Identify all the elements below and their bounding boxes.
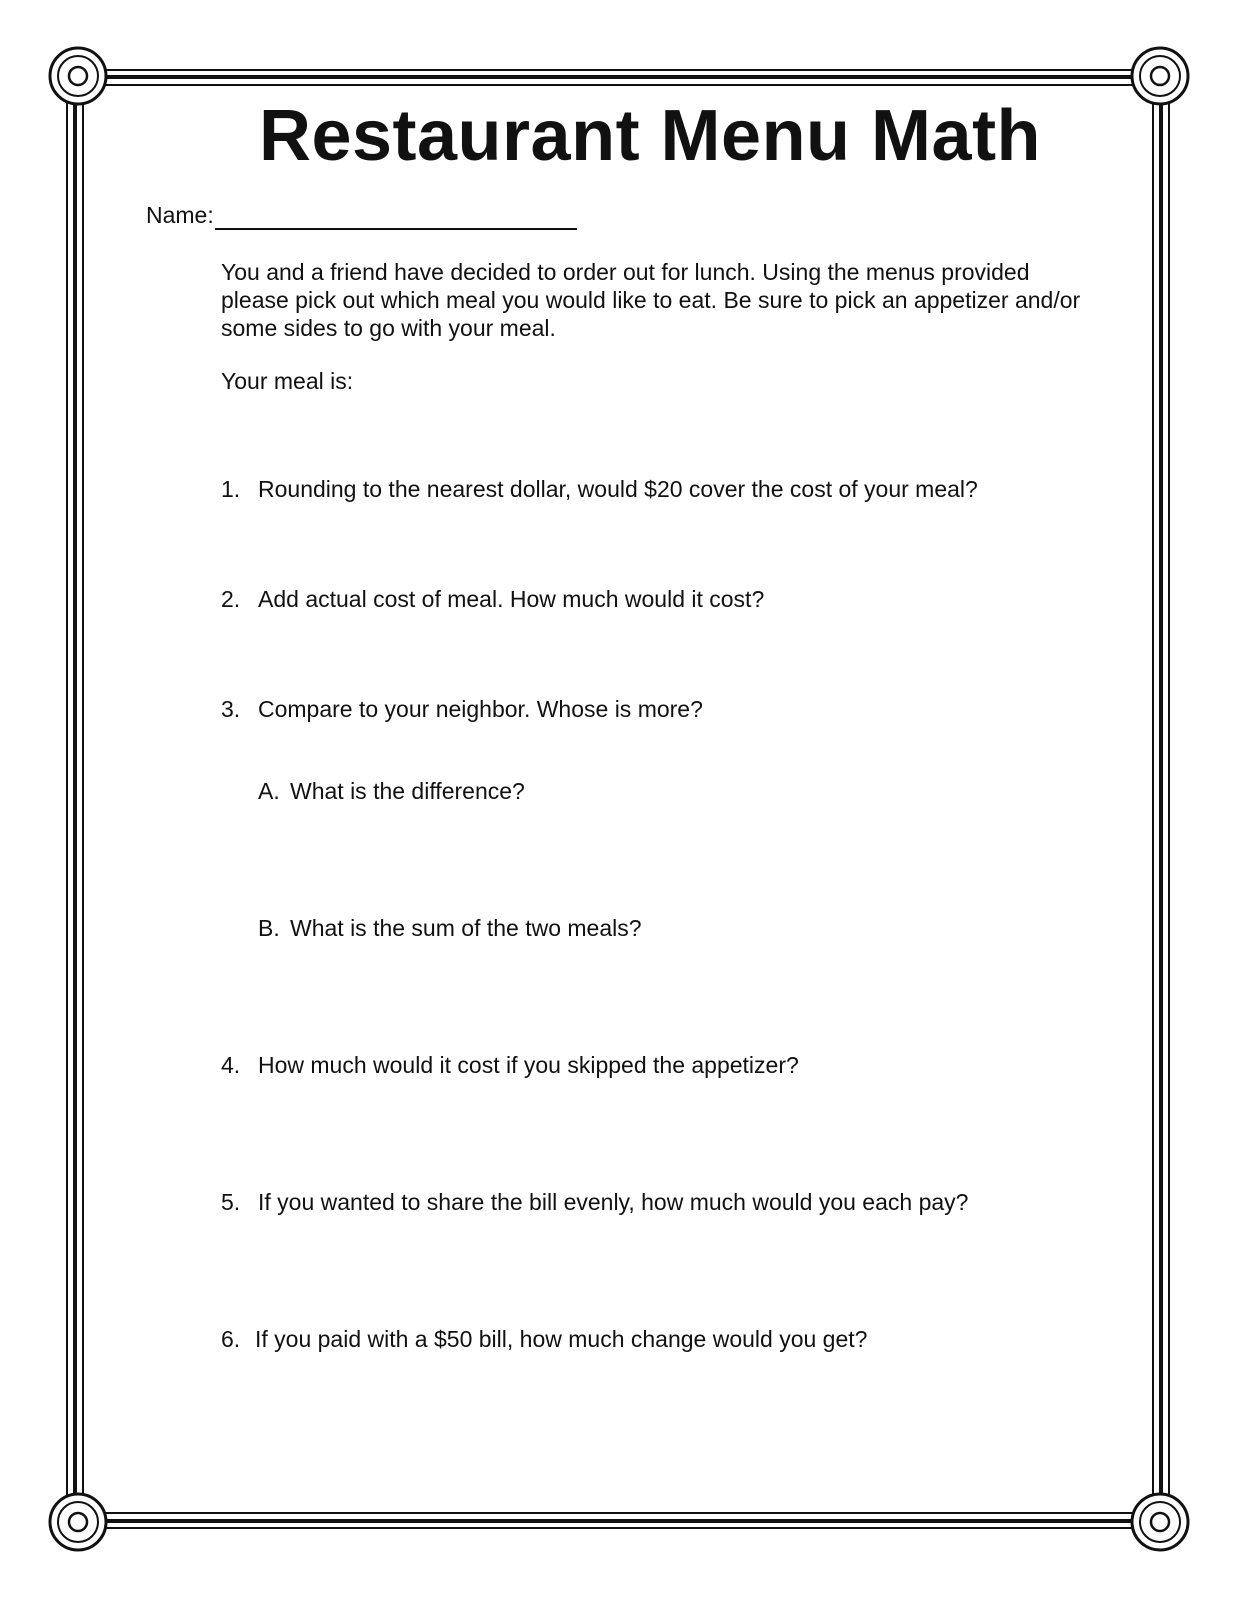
name-field xyxy=(146,202,577,230)
corner-ornament-icon xyxy=(50,1494,106,1550)
question-text: How much would it cost if you skipped the appetizer? xyxy=(258,1052,799,1078)
question-number: 6. xyxy=(221,1326,241,1352)
question-6 xyxy=(221,1326,867,1354)
question-text: Rounding to the nearest dollar, would $20 cover the cost of your meal? xyxy=(258,476,978,502)
question-text: If you wanted to share the bill evenly, how much would you each pay? xyxy=(258,1189,969,1215)
instructions-paragraph: You and a friend have decided to order out for lunch. Using the menus provided please pick out which meal you would like to eat. Be sure to pick an appetizer and/or some sides to go with your meal. xyxy=(221,259,1081,341)
question-number: 2. xyxy=(221,586,241,612)
subquestion-letter: A. xyxy=(258,778,280,804)
question-5 xyxy=(221,1189,968,1217)
corner-ornament-icon xyxy=(1132,48,1188,104)
corner-ornament-icon xyxy=(1132,1494,1188,1550)
question-text: If you paid with a $50 bill, how much change would you get? xyxy=(255,1326,868,1352)
question-text: Add actual cost of meal. How much would it cost? xyxy=(258,586,765,612)
subquestion-b xyxy=(258,915,642,943)
corner-ornament-icon xyxy=(50,48,106,104)
question-number: 3. xyxy=(221,696,241,722)
question-number: 1. xyxy=(221,476,241,502)
your-meal-label: Your meal is: xyxy=(221,368,354,394)
question-number: 4. xyxy=(221,1052,241,1078)
subquestion-letter: B. xyxy=(258,915,280,941)
subquestion-text: What is the sum of the two meals? xyxy=(290,915,642,941)
name-label: Name: xyxy=(146,202,214,228)
subquestion-text: What is the difference? xyxy=(290,778,525,804)
question-2 xyxy=(221,586,764,614)
question-1 xyxy=(221,476,978,504)
question-text: Compare to your neighbor. Whose is more? xyxy=(258,696,703,722)
subquestion-a xyxy=(258,778,525,806)
name-blank-line[interactable] xyxy=(215,206,577,230)
question-4 xyxy=(221,1052,799,1080)
question-3 xyxy=(221,696,703,724)
page-title: Restaurant Menu Math xyxy=(258,96,1042,176)
question-number: 5. xyxy=(221,1189,241,1215)
